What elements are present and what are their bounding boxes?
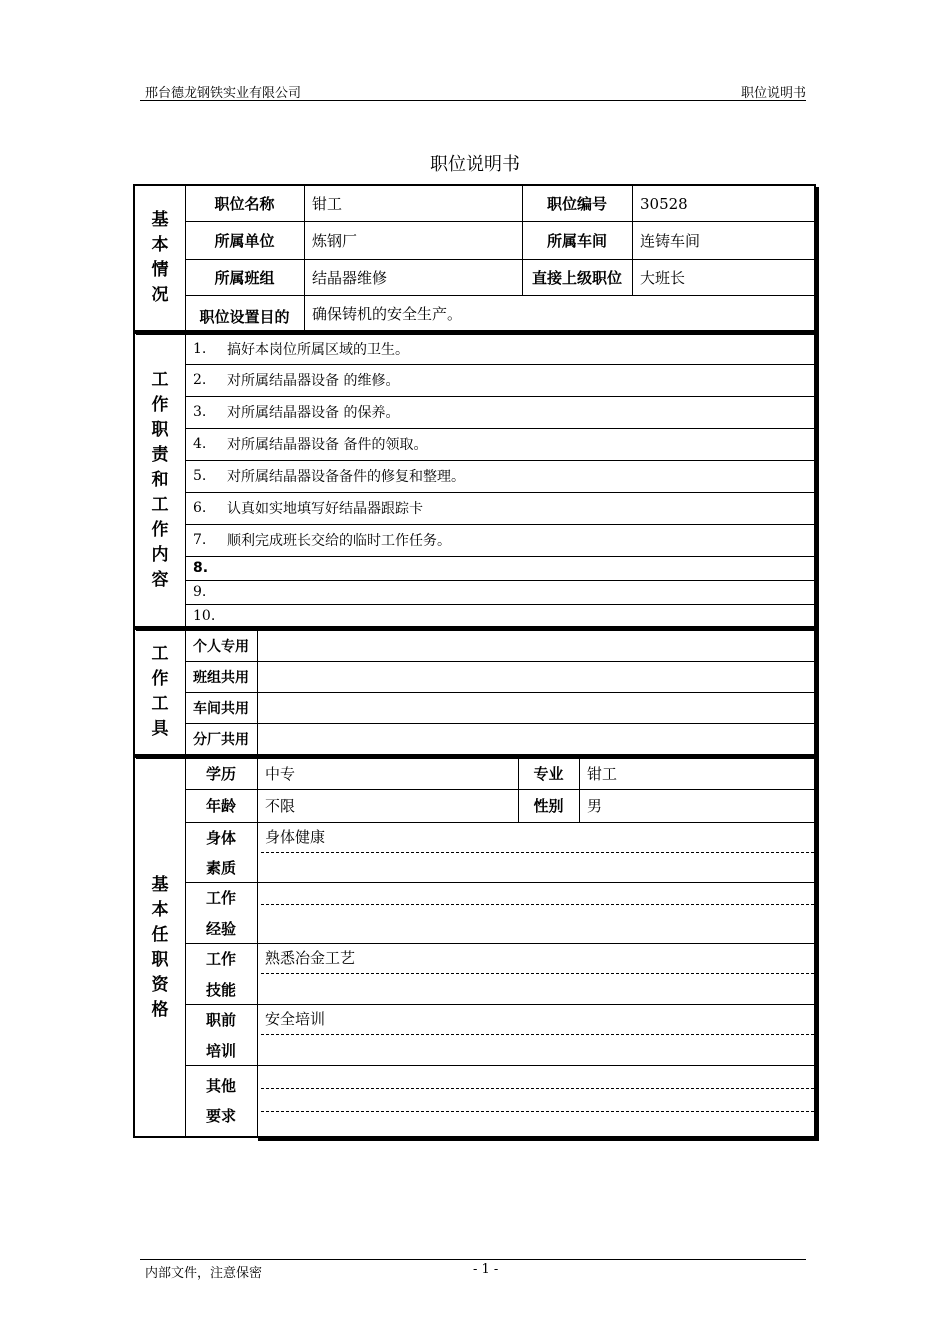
tool-row-label: 车间共用 <box>193 700 249 717</box>
workshop-value: 连铸车间 <box>640 231 701 250</box>
tool-row-label: 个人专用 <box>193 638 249 655</box>
purpose-value: 确保铸机的安全生产。 <box>312 305 463 323</box>
major-label: 专业 <box>533 765 564 783</box>
side-label-char: 内 <box>151 544 169 565</box>
duty-item-number: 1. <box>193 341 207 357</box>
physical-label-2: 素质 <box>205 858 236 877</box>
training-label-2: 培训 <box>205 1041 236 1060</box>
header-company: 邢台德龙钢铁实业有限公司 <box>145 86 302 101</box>
side-label-char: 作 <box>151 394 169 415</box>
duty-item-number: 9. <box>193 584 207 600</box>
duty-item-number: 8. <box>193 560 209 576</box>
other-label-1: 其他 <box>205 1076 236 1095</box>
document-title: 职位说明书 <box>430 154 520 175</box>
position-name-label: 职位名称 <box>214 195 275 213</box>
basic-info-side-label <box>135 186 185 330</box>
training-value: 安全培训 <box>265 1009 326 1028</box>
position-code-value: 30528 <box>640 194 688 213</box>
duty-item-number: 4. <box>193 436 207 452</box>
tool-row-label: 分厂共用 <box>193 731 249 748</box>
unit-value: 炼钢厂 <box>312 231 358 250</box>
side-label-char: 格 <box>151 1000 169 1020</box>
duty-item-text: 顺利完成班长交给的临时工作任务。 <box>227 533 451 549</box>
side-label-char: 职 <box>151 419 169 440</box>
team-value: 结晶器维修 <box>312 268 388 287</box>
physical-value: 身体健康 <box>265 827 326 846</box>
duty-item-number: 2. <box>193 372 207 388</box>
other-label-2: 要求 <box>205 1106 236 1125</box>
duty-item-text: 对所属结晶器设备 备件的领取。 <box>227 437 428 453</box>
header-rule <box>140 100 806 101</box>
qualifications-side-label <box>135 758 185 1138</box>
gender-value: 男 <box>587 797 603 815</box>
qualifications-bottom-rule <box>133 1136 257 1138</box>
duty-item-number: 6. <box>193 500 207 516</box>
skills-label-2: 技能 <box>205 980 236 999</box>
footer-confidential: 内部文件，注意保密 <box>145 1266 263 1281</box>
side-label-char: 和 <box>151 469 169 490</box>
workshop-label: 所属车间 <box>546 231 607 250</box>
team-label: 所属班组 <box>214 268 275 287</box>
duty-item <box>185 604 814 628</box>
education-label: 学历 <box>205 765 236 783</box>
duties-section <box>133 332 816 628</box>
superior-label: 直接上级职位 <box>531 268 622 287</box>
header-doc-type: 职位说明书 <box>740 86 806 101</box>
superior-value: 大班长 <box>640 268 686 287</box>
training-label-1: 职前 <box>205 1011 236 1029</box>
side-label-char: 工 <box>151 369 169 390</box>
qualifications-value-frame <box>255 756 816 1138</box>
skills-label-1: 工作 <box>205 950 236 968</box>
duty-item <box>185 460 814 492</box>
unit-label: 所属单位 <box>214 231 275 250</box>
tools-side-label <box>135 630 185 754</box>
side-label-char: 责 <box>151 444 169 465</box>
skills-value: 熟悉冶金工艺 <box>265 948 356 967</box>
side-label-char: 基 <box>151 875 169 895</box>
duty-item-number: 5. <box>193 468 207 484</box>
side-label-char: 任 <box>151 925 169 945</box>
side-label-char: 职 <box>151 950 169 970</box>
duty-item <box>185 524 814 556</box>
gender-label: 性别 <box>533 797 564 815</box>
footer-page-number: - 1 - <box>473 1262 499 1277</box>
footer-rule <box>140 1259 806 1260</box>
physical-label-1: 身体 <box>205 828 236 847</box>
duty-item <box>185 556 814 580</box>
side-label-char: 具 <box>151 719 169 739</box>
side-label-char: 本 <box>151 235 169 255</box>
duty-item-text: 对所属结晶器设备 的维修。 <box>227 373 400 389</box>
experience-label-1: 工作 <box>205 889 236 907</box>
duty-item-number: 7. <box>193 532 207 548</box>
tool-row-value <box>257 630 814 661</box>
duties-side-label <box>135 334 185 626</box>
duty-item-text: 对所属结晶器设备 的保养。 <box>227 405 400 421</box>
side-label-char: 作 <box>151 669 169 689</box>
side-label-char: 工 <box>151 644 169 664</box>
duty-item-number: 10. <box>193 608 216 624</box>
duty-item <box>185 492 814 524</box>
duty-item-text: 搞好本岗位所属区域的卫生。 <box>227 342 409 358</box>
tool-row-label: 班组共用 <box>193 669 249 686</box>
purpose-label: 职位设置目的 <box>199 308 290 326</box>
duty-item-number: 3. <box>193 404 207 420</box>
side-label-char: 工 <box>151 694 169 714</box>
position-name-value: 钳工 <box>312 195 343 213</box>
side-label-char: 情 <box>151 260 169 280</box>
side-label-char: 本 <box>151 900 169 920</box>
experience-label-2: 经验 <box>205 919 236 938</box>
side-label-char: 作 <box>151 519 169 540</box>
tool-row-value <box>257 723 814 754</box>
duty-item <box>185 428 814 460</box>
duty-item-text: 认真如实地填写好结晶器跟踪卡 <box>227 501 423 517</box>
duty-item <box>185 334 814 364</box>
side-label-char: 基 <box>151 210 169 230</box>
position-code-label: 职位编号 <box>546 195 607 213</box>
age-value: 不限 <box>265 797 296 815</box>
side-label-char: 资 <box>151 975 169 995</box>
tool-row-value <box>257 692 814 723</box>
age-label: 年龄 <box>205 797 236 815</box>
tools-section <box>133 628 816 756</box>
tool-row-value <box>257 661 814 692</box>
education-value: 中专 <box>265 765 296 783</box>
side-label-char: 况 <box>151 285 169 305</box>
duty-item <box>185 396 814 428</box>
major-value: 钳工 <box>587 765 618 783</box>
basic-info-section <box>133 184 816 332</box>
side-label-char: 容 <box>151 569 169 590</box>
duty-item <box>185 364 814 396</box>
side-label-char: 工 <box>151 494 169 515</box>
duty-item-text: 对所属结晶器设备备件的修复和整理。 <box>227 469 465 485</box>
duty-item <box>185 580 814 604</box>
